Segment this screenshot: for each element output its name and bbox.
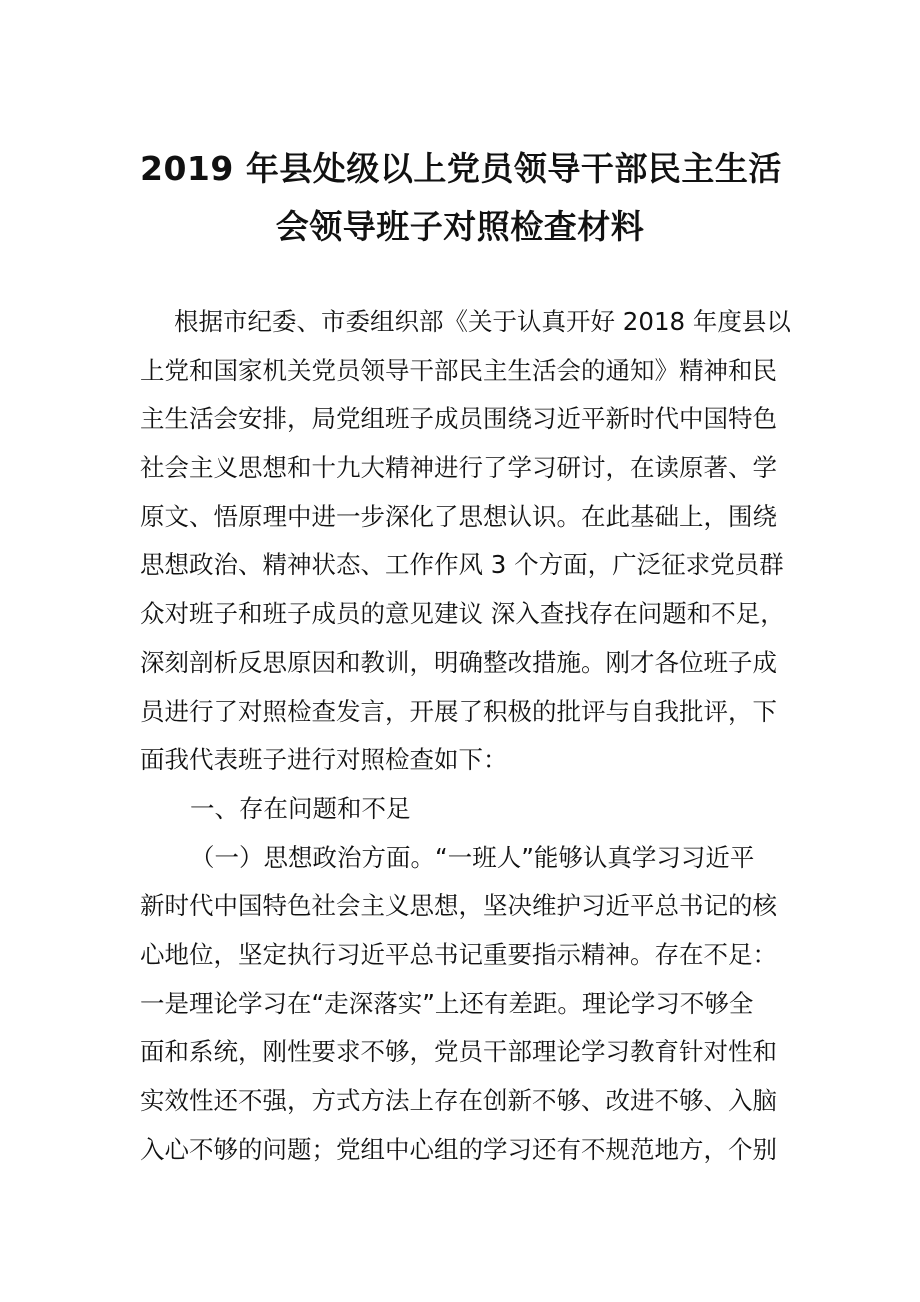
paragraph-2-line: 一是理论学习在“走深落实”上还有差距。理论学习不够全 bbox=[140, 988, 754, 1018]
paragraph-1-line: 思想政治、精神状态、工作作风 3 个方面，广泛征求党员群 bbox=[140, 550, 784, 580]
paragraph-1-line: 原文、悟原理中进一步深化了思想认识。在此基础上，围绕 bbox=[140, 501, 777, 531]
title-line: 2019 年县处级以上党员领导干部民主生活 bbox=[140, 149, 782, 188]
paragraph-1-line: 深刻剖析反思原因和教训，明确整改措施。刚才各位班子成 bbox=[140, 647, 777, 677]
paragraph-1-line: 上党和国家机关党员领导干部民主生活会的通知》精神和民 bbox=[140, 355, 777, 385]
paragraph-2-line: 新时代中国特色社会主义思想，坚决维护习近平总书记的核 bbox=[140, 891, 777, 921]
paragraph-2-line: 心地位，坚定执行习近平总书记重要指示精神。存在不足： bbox=[140, 939, 777, 969]
title-line: 会领导班子对照检查材料 bbox=[275, 207, 645, 246]
paragraph-2-line: 实效性还不强，方式方法上存在创新不够、改进不够、入脑 bbox=[140, 1086, 777, 1115]
paragraph-1-line: 面我代表班子进行对照检查如下： bbox=[140, 745, 508, 775]
paragraph-1-line: 员进行了对照检查发言，开展了积极的批评与自我批评，下 bbox=[140, 696, 777, 726]
paragraph-2-line: 入心不够的问题；党组中心组的学习还有不规范地方，个别 bbox=[140, 1134, 777, 1164]
section-heading: 一、存在问题和不足 bbox=[190, 793, 411, 823]
paragraph-2-line: （一）思想政治方面。“一班人”能够认真学习习近平 bbox=[190, 842, 755, 872]
paragraph-1-line: 根据市纪委、市委组织部《关于认真开好 2018 年度县以 bbox=[174, 307, 791, 336]
paragraph-1-line: 社会主义思想和十九大精神进行了学习研讨，在读原著、学 bbox=[140, 453, 777, 483]
document-title bbox=[140, 140, 780, 256]
paragraph-1-line: 众对班子和班子成员的意见建议 深入查找存在问题和不足， bbox=[140, 599, 785, 629]
document-body bbox=[140, 298, 790, 1174]
paragraph-2-line: 面和系统，刚性要求不够，党员干部理论学习教育针对性和 bbox=[140, 1037, 777, 1067]
paragraph-1-line: 主生活会安排，局党组班子成员围绕习近平新时代中国特色 bbox=[140, 404, 777, 434]
